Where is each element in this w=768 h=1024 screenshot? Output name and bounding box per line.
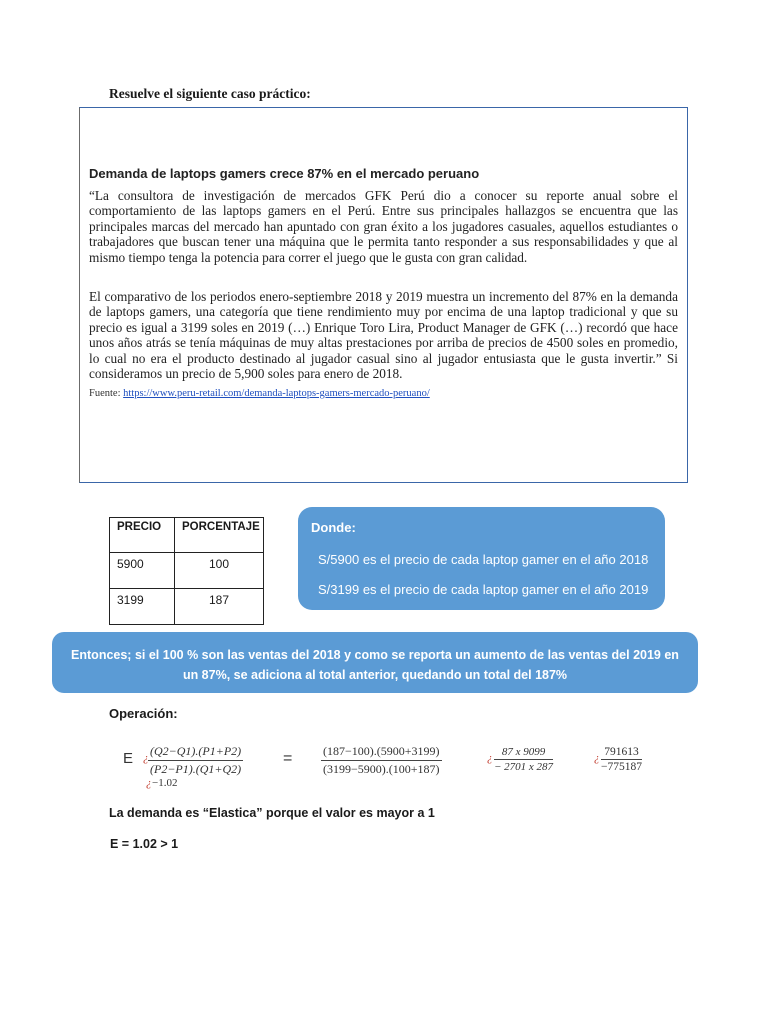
glyph-marker: ¿ [487,752,493,764]
formula-fraction [148,744,243,777]
table-cell-price: 5900 [110,553,175,589]
step1-numerator: (187−100).(5900+3199) [321,744,442,761]
step1-denominator: (3199−5900).(100+187) [323,762,440,776]
result-text: E = 1.02 > 1 [110,837,179,851]
source-citation [89,388,430,399]
step3-numerator: 791613 [601,746,642,760]
step3-fraction [601,746,642,773]
operation-label: Operación: [109,706,178,721]
table-cell-percentage: 187 [175,589,264,625]
price-percentage-table [109,517,264,625]
table-header-porcentaje: PORCENTAJE [175,518,264,553]
case-study-box [79,107,688,483]
step2-denominator: − 2701 x 287 [494,761,554,773]
table-cell-percentage: 100 [175,553,264,589]
article-paragraph-2: El comparativo de los periodos enero-septiembre 2018 y 2019 muestra un incremento del 87% en la demanda de laptops gamers, una categoría que tiene rendimiento muy por encima de una laptop tradicional y que su precio es igual a 3199 soles en 2019 (…) Enrique Toro Lira, Product Manager de GFK (…) recordó que hace unos años atrás se tenía máquinas de muy altas prestaciones por arriba de precios de 4500 soles en promedio, lo cual no era el producto destinado al jugador casual sino al jugador entusiasta que le gusta invertir.” Si consideramos un precio de 5,900 soles para enero de 2018. [89,289,678,382]
step2-numerator: 87 x 9099 [494,746,553,760]
donde-title: Donde: [311,520,356,535]
source-link[interactable]: https://www.peru-retail.com/demanda-laptops-gamers-mercado-peruano/ [123,388,430,399]
article-title: Demanda de laptops gamers crece 87% en el mercado peruano [89,166,480,181]
table-header-precio: PRECIO [110,518,175,553]
approx-value: −1.02 [152,777,178,789]
step3-denominator: −775187 [601,761,642,773]
donde-line-2019: S/3199 es el precio de cada laptop gamer en el año 2019 [318,582,649,597]
formula-numerator: (Q2−Q1).(P1+P2) [148,744,243,761]
step2-fraction [494,746,553,773]
table-cell-price: 3199 [110,589,175,625]
donde-line-2018: S/5900 es el precio de cada laptop gamer en el año 2018 [318,552,649,567]
conclusion-text: La demanda es “Elastica” porque el valor es mayor a 1 [109,806,435,820]
step1-fraction [321,744,442,777]
equals-sign: = [283,750,293,767]
table-header-row [110,518,264,553]
e-symbol: E [123,750,134,767]
glyph-marker: ¿ [594,752,600,764]
instruction-heading: Resuelve el siguiente caso práctico: [109,86,311,101]
entonces-callout: Entonces; si el 100 % son las ventas del 2018 y como se reporta un aumento de las ventas del 2019 en un 87%, se adiciona al total anterior, quedando un total del 187% [52,632,698,693]
table-row [110,589,264,625]
formula-denominator: (P2−P1).(Q1+Q2) [150,762,242,776]
source-label: Fuente: [89,388,121,399]
table-row [110,553,264,589]
article-paragraph-1: “La consultora de investigación de mercados GFK Perú dio a conocer su reporte anual sobre el comportamiento de las laptops gamers en el Perú. Entre sus principales hallazgos se encuentra que las principales marcas del mercado han apuntado con gran éxito a los jugadores casuales, aquellos estudiantes o trabajadores que buscan tener una máquina que le permita tanto responder a sus responsabilidades y que al mismo tiempo tenga la potencia para correr el juego que le gusta con gran calidad. [89,188,678,265]
glyph-marker: ¿ [143,752,149,764]
glyph-marker: ¿ [146,777,152,789]
donde-callout [298,507,665,610]
